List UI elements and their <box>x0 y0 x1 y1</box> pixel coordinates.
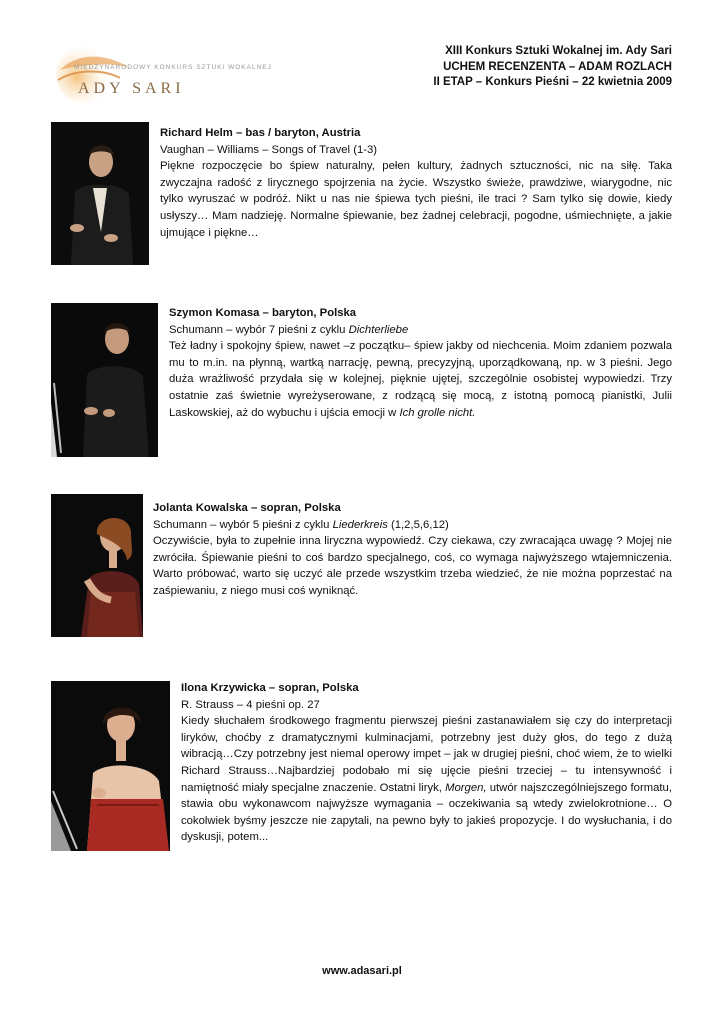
program: Vaughan – Williams – Songs of Travel (1-3) <box>160 143 378 156</box>
review-text <box>181 713 672 846</box>
review-body: Też ładny i spokojny śpiew, nawet –z początku– śpiew jakby od niechcenia. Moim zdaniem pozwala mu to m.in. na płynną, wartką narrację, pewną, precyzyjną, uporządkowaną, np. w 3 pieśni. Jego duża wrażliwość przydała się w kolejnej, pięknie ujętej, szczególnie osobistej wypowiedzi. Trzy ostatnie zaś świetnie wyreżyserowane, z rodzącą się mocą, z istotną pomocą pianistki, Julii Laskowskiej, aż do wybuchu i ujścia emocji w <box>169 340 672 419</box>
review-text: Piękne rozpoczęcie bo śpiew naturalny, pełen kultury, żadnych sztuczności, nic na siłę. Taka zwyczajna radość z lirycznego spojrzenia na życie. Wszystko świeże, prawdziwe, wiarygodne, nic tylko wyruszać w podróż. Nikt u nas nie śpiewa tych pieśni, ile traci ? Sam tylko się dowie, kiedy usłyszy… Mam nadzieję. Normalne śpiewanie, bez żadnej celebracji, pogodne, uśmiechnięte, a jakie ujmujące i piękne… <box>160 160 672 239</box>
review-song-title: Ich grolle nicht. <box>399 406 476 419</box>
review-entry-1 <box>160 125 672 241</box>
review-text: Oczywiście, była to zupełnie inna liryczna wypowiedź. Czy ciekawa, czy zwracająca uwagę ? Mojej nie zwróciła. Śpiewanie pieśni to coś bardzo specjalnego, coś, co wymaga najwyższego wtajemniczenia. Warto próbować, warto się uczyć ale przede wszystkim trzeba wiedzieć, że nie można poprzestać na zaśpiewaniu, z niego musi coś wyniknąć. <box>153 535 672 597</box>
program <box>153 517 672 534</box>
program-text: Schumann – wybór 5 pieśni z cyklu <box>153 518 333 531</box>
singer-photo-helm <box>51 122 149 265</box>
logo-text: ADY SARI <box>78 80 185 97</box>
singer-photo-kowalska <box>51 494 143 637</box>
program-cycle-title: Liederkreis <box>332 518 388 531</box>
singer-photo-krzywicka <box>51 681 170 851</box>
festival-logo <box>50 40 272 102</box>
logo-small-text: MIĘDZYNARODOWY KONKURS SZTUKI WOKALNEJ <box>74 64 272 71</box>
singer-photo-komasa <box>51 303 158 457</box>
review-entry-3 <box>153 500 672 600</box>
review-body-end: utwór najszczególniejszego formatu, stawia obu wykonawcom najwyższe wymagania – oczekiwania są wtedy zwielokrotnione… O cokolwiek byśmy jeszcze nie zapytali, na pewno były to jakieś propozycje. I do wysłuchania, i do dyskusji, potem... <box>181 781 672 844</box>
review-entry-2 <box>169 305 672 421</box>
singer-name: Richard Helm – bas / baryton, Austria <box>160 127 361 139</box>
review-song-title: Morgen, <box>445 781 487 794</box>
footer-url: www.adasari.pl <box>322 965 402 977</box>
program-song-numbers: (1,2,5,6,12) <box>387 518 449 531</box>
review-entry-4 <box>181 680 672 846</box>
singer-name: Ilona Krzywicka – sopran, Polska <box>181 682 359 694</box>
header-line-3: II ETAP – Konkurs Pieśni – 22 kwietnia 2009 <box>433 76 672 88</box>
program-cycle-title: Dichterliebe <box>348 323 409 336</box>
program <box>169 322 672 339</box>
review-body-start: Kiedy słuchałem środkowego fragmentu pierwszej pieśni zastanawiałem się czy do interpretacji liryków, choćby z dramatycznymi kulminacjami, potrzebny jest duży głos, do tego z dużą wibracją…Czy potrzebny jest niemal operowy impet – jak w drugiej pieśni, choć wiem, że to wielki Richard Strauss…Najbardziej podobało mi się ujęcie pieśni trzeciej – tu intensywność i namiętność miały specjalne znaczenie. Ostatni liryk, <box>181 715 672 794</box>
header-line-1: XIII Konkurs Sztuki Wokalnej im. Ady Sari <box>445 45 672 57</box>
singer-name: Szymon Komasa – baryton, Polska <box>169 307 357 319</box>
singer-name: Jolanta Kowalska – sopran, Polska <box>153 502 341 514</box>
review-text <box>169 338 672 421</box>
header-line-2: UCHEM RECENZENTA – ADAM ROZLACH <box>443 60 672 73</box>
program: R. Strauss – 4 pieśni op. 27 <box>181 698 320 711</box>
program-text: Schumann – wybór 7 pieśni z cyklu <box>169 323 349 336</box>
document-header <box>433 44 672 91</box>
